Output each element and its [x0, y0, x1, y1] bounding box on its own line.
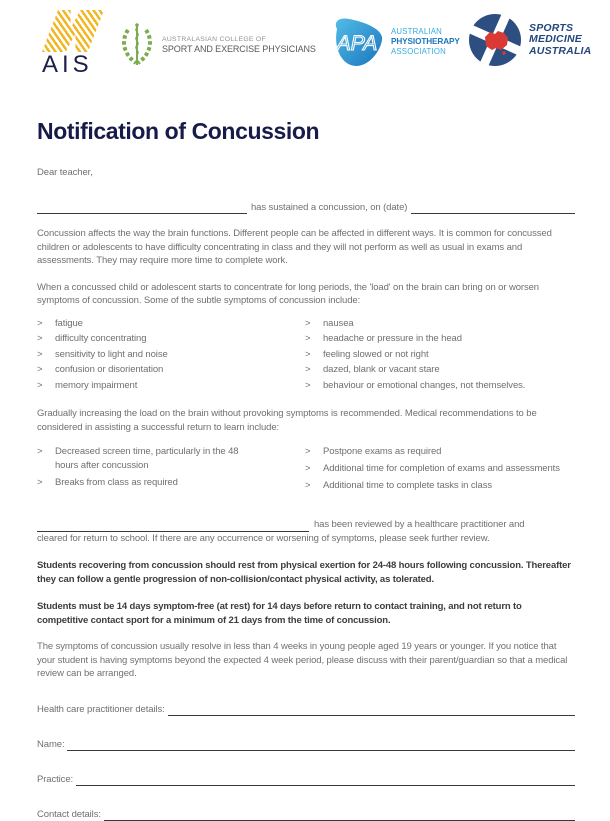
bold-paragraph-rest-guidance: Students recovering from concussion should rest from physical exertion for 24-48 hours following concussion. Thereafter they can follow a gentle progression of non-collision/contact physical activity, as tolerated.	[37, 559, 575, 586]
recommendations-list	[37, 445, 575, 496]
apa-logo	[330, 17, 460, 67]
name-label: Name:	[37, 738, 64, 752]
symptom-text: behaviour or emotional changes, not themselves.	[323, 379, 525, 393]
paragraph-return-to-learn: Gradually increasing the load on the brain without provoking symptoms is recommended. Medical recommendations to be considered in assisting a successful return to learn include:	[37, 407, 575, 434]
list-item	[37, 363, 305, 377]
ais-stripes-icon	[42, 10, 104, 52]
list-item	[305, 379, 575, 393]
sma-name-line1: SPORTS	[529, 23, 591, 35]
list-item	[37, 348, 305, 362]
list-item	[305, 462, 575, 476]
apa-name-line3: ASSOCIATION	[391, 47, 460, 57]
list-item	[305, 317, 575, 331]
symptom-text: fatigue	[55, 317, 83, 331]
practitioner-details-field	[37, 703, 575, 717]
sma-logo	[468, 13, 591, 67]
student-name-date-line	[37, 201, 575, 215]
paragraph-symptom-resolution: The symptoms of concussion usually resolve in less than 4 weeks in young people aged 19 years or younger. If you notice that your student is having symptoms beyond the expected 4 week period, please discuss with their parent/guardian so that a medical review can be arranged.	[37, 640, 575, 681]
symptoms-right-column	[305, 317, 575, 395]
apa-blob-icon	[330, 17, 385, 67]
recommendation-text: Postpone exams as required	[323, 445, 441, 459]
sustained-concussion-text: has sustained a concussion, on (date)	[251, 201, 407, 215]
chevron-bullet-icon: >	[37, 317, 55, 331]
caduceus-icon	[120, 22, 154, 68]
apa-abbr-text: APA	[335, 32, 377, 55]
symptom-text: confusion or disorientation	[55, 363, 163, 377]
name-blank[interactable]	[67, 739, 575, 751]
list-item	[37, 445, 305, 472]
list-item	[37, 332, 305, 346]
paragraph-symptoms-intro: When a concussed child or adolescent starts to concentrate for long periods, the 'load' on the brain can bring on or worsen symptoms of concussion. Some of the subtle symptoms of concussion include:	[37, 281, 575, 308]
list-item	[305, 363, 575, 377]
chevron-bullet-icon: >	[305, 363, 323, 377]
reviewed-text-line2: cleared for return to school. If there are any occurrence or worsening of symptoms, please seek further review.	[37, 532, 575, 546]
chevron-bullet-icon: >	[305, 317, 323, 331]
list-item	[37, 317, 305, 331]
practitioner-details-label: Health care practitioner details:	[37, 703, 165, 717]
reviewed-name-blank[interactable]	[37, 520, 309, 532]
practice-label: Practice:	[37, 773, 73, 787]
list-item	[37, 476, 305, 490]
salutation: Dear teacher,	[37, 166, 575, 180]
contact-details-field	[37, 808, 575, 821]
symptom-text: dazed, blank or vacant stare	[323, 363, 440, 377]
sma-globe-icon	[468, 13, 522, 67]
list-item	[305, 479, 575, 493]
symptom-text: headache or pressure in the head	[323, 332, 462, 346]
sma-name-line3: AUSTRALIA	[529, 46, 591, 58]
page-title: Notification of Concussion	[37, 116, 575, 146]
symptom-text: difficulty concentrating	[55, 332, 146, 346]
practitioner-details-blank[interactable]	[168, 704, 575, 716]
chevron-bullet-icon: >	[305, 348, 323, 362]
list-item	[305, 332, 575, 346]
recommendation-text: Decreased screen time, particularly in the 48 hours after concussion	[55, 445, 260, 472]
acsep-name-line1: AUSTRALASIAN COLLEGE OF	[162, 35, 316, 44]
letter-body	[37, 92, 575, 821]
list-item	[37, 379, 305, 393]
recommendations-right-column	[305, 445, 575, 496]
symptoms-list	[37, 317, 575, 395]
list-item	[305, 348, 575, 362]
chevron-bullet-icon: >	[37, 445, 55, 472]
chevron-bullet-icon: >	[37, 348, 55, 362]
recommendation-text: Additional time for completion of exams and assessments	[323, 462, 560, 476]
chevron-bullet-icon: >	[37, 476, 55, 490]
chevron-bullet-icon: >	[305, 379, 323, 393]
ais-logo	[42, 10, 112, 77]
name-field	[37, 738, 575, 752]
student-name-blank[interactable]	[37, 202, 247, 214]
bold-paragraph-return-guidance: Students must be 14 days symptom-free (at rest) for 14 days before return to contact training, and not return to competitive contact sport for a minimum of 21 days from the time of concussion.	[37, 600, 575, 627]
chevron-bullet-icon: >	[37, 332, 55, 346]
recommendations-left-column	[37, 445, 305, 496]
acsep-name-line2: SPORT AND EXERCISE PHYSICIANS	[162, 44, 316, 55]
chevron-bullet-icon: >	[37, 379, 55, 393]
symptom-text: memory impairment	[55, 379, 137, 393]
date-blank[interactable]	[411, 202, 575, 214]
paragraph-concussion-effects: Concussion affects the way the brain functions. Different people can be affected in different ways. It is common for concussed children or adolescents to have difficulty concentrating in class and they will not perform as well as usual in exams and assessments. They may require more time to complete work.	[37, 227, 575, 268]
contact-details-label: Contact details:	[37, 808, 101, 821]
acsep-logo	[120, 22, 316, 68]
chevron-bullet-icon: >	[305, 462, 323, 476]
letterhead	[0, 0, 610, 92]
chevron-bullet-icon: >	[305, 479, 323, 493]
symptoms-left-column	[37, 317, 305, 395]
sma-name-line2: MEDICINE	[529, 34, 591, 46]
contact-details-blank[interactable]	[104, 809, 575, 821]
review-statement	[37, 518, 575, 545]
apa-name-line1: AUSTRALIAN	[391, 27, 460, 37]
chevron-bullet-icon: >	[37, 363, 55, 377]
recommendation-text: Additional time to complete tasks in class	[323, 479, 492, 493]
recommendation-text: Breaks from class as required	[55, 476, 178, 490]
practice-blank[interactable]	[76, 774, 575, 786]
chevron-bullet-icon: >	[305, 445, 323, 459]
ais-logo-label: AIS	[42, 53, 112, 77]
symptom-text: feeling slowed or not right	[323, 348, 429, 362]
symptom-text: nausea	[323, 317, 354, 331]
list-item	[305, 445, 575, 459]
reviewed-text: has been reviewed by a healthcare practitioner and	[314, 518, 524, 532]
apa-name-line2: PHYSIOTHERAPY	[391, 37, 460, 47]
symptom-text: sensitivity to light and noise	[55, 348, 168, 362]
chevron-bullet-icon: >	[305, 332, 323, 346]
